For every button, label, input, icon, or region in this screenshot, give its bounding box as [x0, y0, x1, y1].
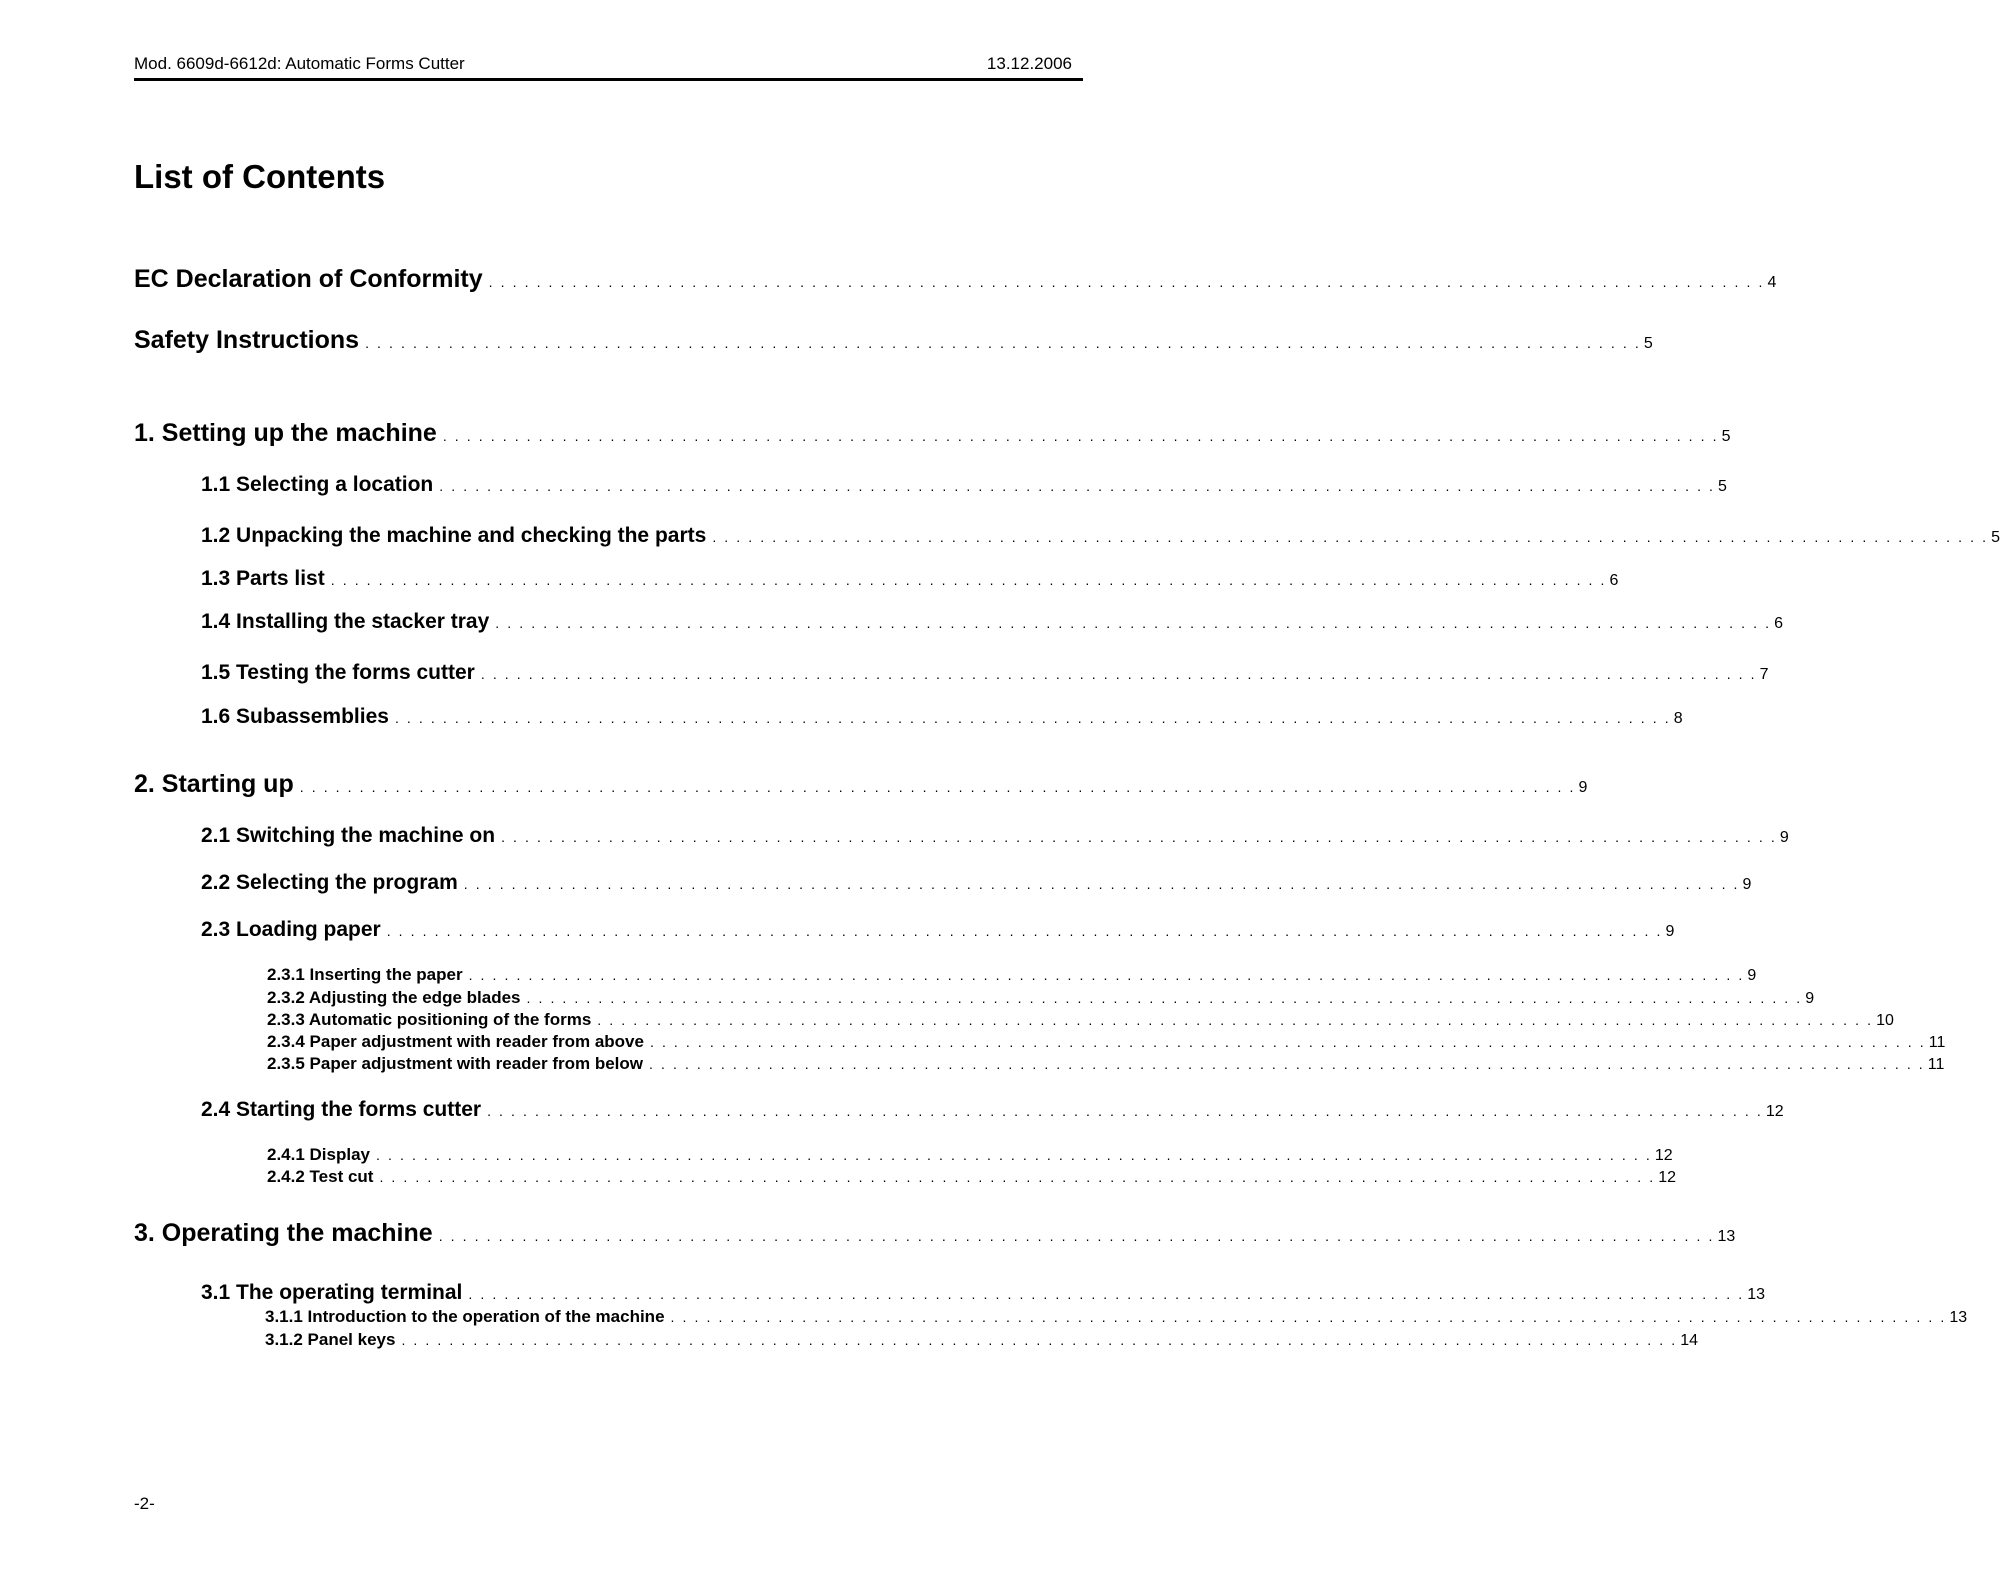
page-number: -2-: [134, 1494, 155, 1513]
toc-leader-dots: . . . . . . . . . . . . . . . . . . . . . . . . . . . . . . . . . . . . . . . . . . . . . . . . . . . . . . . . . . . . . . . . . . . . . . . . . . . . . . . . . . . . . . . . . . . . . . . . . . . . . . . . . . .: [712, 529, 1989, 545]
toc-entry-label: 2.2 Selecting the program: [201, 871, 458, 894]
toc-entry-label: 2.3.5 Paper adjustment with reader from below: [267, 1054, 643, 1073]
toc-entry-label: 3.1.1 Introduction to the operation of the machine: [265, 1307, 665, 1326]
toc-leader-dots: . . . . . . . . . . . . . . . . . . . . . . . . . . . . . . . . . . . . . . . . . . . . . . . . . . . . . . . . . . . . . . . . . . . . . . . . . . . . . . . . . . . . . . . . . . . . . . . . . . . . . . . . . . .: [480, 666, 1757, 682]
toc-leader-dots: . . . . . . . . . . . . . . . . . . . . . . . . . . . . . . . . . . . . . . . . . . . . . . . . . . . . . . . . . . . . . . . . . . . . . . . . . . . . . . . . . . . . . . . . . . . . . . . . . . . . . . . . . . .: [487, 1103, 1763, 1119]
toc-entry-page: 4: [1767, 274, 1777, 291]
toc-leader-dots: . . . . . . . . . . . . . . . . . . . . . . . . . . . . . . . . . . . . . . . . . . . . . . . . . . . . . . . . . . . . . . . . . . . . . . . . . . . . . . . . . . . . . . . . . . . . . . . . . . . . . . . . . . .: [468, 1286, 1745, 1302]
toc-entry[interactable]: [267, 1167, 1677, 1187]
toc-entry[interactable]: [267, 1054, 1945, 1074]
page-title: List of Contents: [134, 158, 386, 195]
toc-entry-label: 2.4 Starting the forms cutter: [201, 1098, 482, 1121]
toc-entry[interactable]: [134, 326, 1653, 355]
toc-leader-dots: . . . . . . . . . . . . . . . . . . . . . . . . . . . . . . . . . . . . . . . . . . . . . . . . . . . . . . . . . . . . . . . . . . . . . . . . . . . . . . . . . . . . . . . . . . . . . . . . . . . . . . . . . . .: [649, 1034, 1926, 1050]
toc-entry[interactable]: [267, 965, 1757, 985]
toc-leader-dots: . . . . . . . . . . . . . . . . . . . . . . . . . . . . . . . . . . . . . . . . . . . . . . . . . . . . . . . . . . . . . . . . . . . . . . . . . . . . . . . . . . . . . . . . . . . . . . . . . . . . . . . . . . .: [488, 274, 1765, 290]
toc-entry-page: 9: [1779, 829, 1789, 846]
toc-entry-page: 13: [1949, 1309, 1968, 1326]
toc-entry-label: 2.3.2 Adjusting the edge blades: [267, 988, 521, 1007]
toc-entry[interactable]: [201, 918, 1675, 942]
toc-entry[interactable]: [134, 1219, 1736, 1248]
toc-entry[interactable]: [134, 770, 1588, 799]
toc-leader-dots: . . . . . . . . . . . . . . . . . . . . . . . . . . . . . . . . . . . . . . . . . . . . . . . . . . . . . . . . . . . . . . . . . . . . . . . . . . . . . . . . . . . . . . . . . . . . . . . . . . . . . . . . . . .: [299, 779, 1576, 795]
toc-entry[interactable]: [267, 1010, 1894, 1030]
toc-entry-label: 1.4 Installing the stacker tray: [201, 610, 490, 633]
toc-entry-page: 7: [1759, 666, 1769, 683]
toc-entry[interactable]: [265, 1330, 1699, 1350]
toc-entry-page: 12: [1654, 1147, 1673, 1164]
toc-entry-label: 3.1 The operating terminal: [201, 1281, 463, 1304]
toc-entry-page: 5: [1718, 478, 1727, 495]
toc-leader-dots: . . . . . . . . . . . . . . . . . . . . . . . . . . . . . . . . . . . . . . . . . . . . . . . . . . . . . . . . . . . . . . . . . . . . . . . . . . . . . . . . . . . . . . . . . . . . . . . . . . . . . . . . . . .: [401, 1332, 1678, 1348]
toc-entry-label: 3.1.2 Panel keys: [265, 1330, 396, 1349]
toc-entry-page: 9: [1742, 876, 1752, 893]
header-document-title: Mod. 6609d-6612d: Automatic Forms Cutter: [134, 54, 465, 73]
toc-entry[interactable]: [267, 1145, 1673, 1165]
toc-entry-page: 13: [1747, 1286, 1765, 1303]
toc-entry-page: 9: [1665, 923, 1675, 940]
toc-entry-label: 1.6 Subassemblies: [201, 705, 389, 728]
toc-entry-page: 14: [1680, 1332, 1699, 1349]
toc-leader-dots: . . . . . . . . . . . . . . . . . . . . . . . . . . . . . . . . . . . . . . . . . . . . . . . . . . . . . . . . . . . . . . . . . . . . . . . . . . . . . . . . . . . . . . . . . . . . . . . . . . . . . . . . . . .: [670, 1309, 1947, 1325]
toc-entry[interactable]: [267, 1032, 1946, 1052]
toc-entry-label: 3. Operating the machine: [134, 1219, 433, 1247]
toc-entry-label: 2.1 Switching the machine on: [201, 824, 496, 847]
toc-entry[interactable]: [201, 1098, 1784, 1122]
toc-entry-page: 6: [1609, 572, 1619, 589]
toc-leader-dots: . . . . . . . . . . . . . . . . . . . . . . . . . . . . . . . . . . . . . . . . . . . . . . . . . . . . . . . . . . . . . . . . . . . . . . . . . . . . . . . . . . . . . . . . . . . . . . . . . . . . . . . . . . .: [597, 1012, 1874, 1028]
toc-entry[interactable]: [201, 871, 1752, 895]
toc-entry-label: 2.3.3 Automatic positioning of the forms: [267, 1010, 592, 1029]
toc-entry-page: 6: [1774, 615, 1783, 632]
toc-leader-dots: . . . . . . . . . . . . . . . . . . . . . . . . . . . . . . . . . . . . . . . . . . . . . . . . . . . . . . . . . . . . . . . . . . . . . . . . . . . . . . . . . . . . . . . . . . . . . . . . . . . . . . . . . . .: [439, 478, 1716, 494]
toc-entry-page: 11: [1927, 1056, 1945, 1073]
toc-entry-page: 13: [1717, 1228, 1736, 1245]
toc-entry-label: 1. Setting up the machine: [134, 419, 437, 447]
toc-entry-label: 1.1 Selecting a location: [201, 473, 434, 496]
toc-entry-label: Safety Instructions: [134, 326, 360, 354]
toc-leader-dots: . . . . . . . . . . . . . . . . . . . . . . . . . . . . . . . . . . . . . . . . . . . . . . . . . . . . . . . . . . . . . . . . . . . . . . . . . . . . . . . . . . . . . . . . . . . . . . . . . . . . . . . . . . .: [468, 967, 1745, 983]
toc-entry-page: 5: [1643, 335, 1653, 352]
toc-entry-page: 8: [1673, 710, 1683, 727]
toc-entry[interactable]: [201, 524, 2000, 548]
toc-entry-label: EC Declaration of Conformity: [134, 265, 483, 293]
toc-entry-page: 12: [1658, 1169, 1677, 1186]
toc-leader-dots: . . . . . . . . . . . . . . . . . . . . . . . . . . . . . . . . . . . . . . . . . . . . . . . . . . . . . . . . . . . . . . . . . . . . . . . . . . . . . . . . . . . . . . . . . . . . . . . . . . . . . . . . . . .: [649, 1056, 1925, 1072]
toc-leader-dots: . . . . . . . . . . . . . . . . . . . . . . . . . . . . . . . . . . . . . . . . . . . . . . . . . . . . . . . . . . . . . . . . . . . . . . . . . . . . . . . . . . . . . . . . . . . . . . . . . . . . . . . . . . .: [495, 615, 1772, 631]
toc-entry-page: 9: [1747, 967, 1757, 984]
toc-entry-label: 1.2 Unpacking the machine and checking the parts: [201, 524, 707, 547]
toc-entry-label: 2.3.1 Inserting the paper: [267, 965, 463, 984]
toc-leader-dots: . . . . . . . . . . . . . . . . . . . . . . . . . . . . . . . . . . . . . . . . . . . . . . . . . . . . . . . . . . . . . . . . . . . . . . . . . . . . . . . . . . . . . . . . . . . . . . . . . . . . . . . . . . .: [501, 829, 1777, 845]
toc-entry-page: 10: [1876, 1012, 1894, 1029]
toc-leader-dots: . . . . . . . . . . . . . . . . . . . . . . . . . . . . . . . . . . . . . . . . . . . . . . . . . . . . . . . . . . . . . . . . . . . . . . . . . . . . . . . . . . . . . . . . . . . . . . . . . . . . . . . . . . .: [365, 335, 1641, 351]
toc-entry[interactable]: [201, 705, 1683, 729]
toc-entry-page: 9: [1805, 990, 1815, 1007]
toc-leader-dots: . . . . . . . . . . . . . . . . . . . . . . . . . . . . . . . . . . . . . . . . . . . . . . . . . . . . . . . . . . . . . . . . . . . . . . . . . . . . . . . . . . . . . . . . . . . . . . . . . . . . . . . . . . .: [442, 428, 1719, 444]
toc-leader-dots: . . . . . . . . . . . . . . . . . . . . . . . . . . . . . . . . . . . . . . . . . . . . . . . . . . . . . . . . . . . . . . . . . . . . . . . . . . . . . . . . . . . . . . . . . . . . . . . . . . . . . . . . . . .: [330, 572, 1607, 588]
toc-entry-page: 5: [1721, 428, 1731, 445]
toc-entry-page: 9: [1578, 779, 1588, 796]
toc-entry[interactable]: [265, 1307, 1968, 1327]
toc-entry[interactable]: [134, 419, 1731, 448]
toc-entry[interactable]: [267, 988, 1815, 1008]
toc-entry-page: 12: [1765, 1103, 1784, 1120]
toc-entry-label: 2.3.4 Paper adjustment with reader from above: [267, 1032, 644, 1051]
header-date: 13.12.2006: [986, 54, 1072, 73]
toc-entry-label: 2.4.1 Display: [267, 1145, 371, 1164]
toc-entry[interactable]: [201, 661, 1769, 685]
toc-entry-label: 1.5 Testing the forms cutter: [201, 661, 475, 684]
toc-entry-label: 2.4.2 Test cut: [267, 1167, 374, 1186]
toc-entry-label: 2.3 Loading paper: [201, 918, 381, 941]
toc-entry[interactable]: [201, 824, 1789, 848]
toc-leader-dots: . . . . . . . . . . . . . . . . . . . . . . . . . . . . . . . . . . . . . . . . . . . . . . . . . . . . . . . . . . . . . . . . . . . . . . . . . . . . . . . . . . . . . . . . . . . . . . . . . . . . . . . . . . .: [379, 1169, 1656, 1185]
toc-entry[interactable]: [201, 610, 1783, 634]
toc-entry[interactable]: [201, 1281, 1765, 1305]
toc-leader-dots: . . . . . . . . . . . . . . . . . . . . . . . . . . . . . . . . . . . . . . . . . . . . . . . . . . . . . . . . . . . . . . . . . . . . . . . . . . . . . . . . . . . . . . . . . . . . . . . . . . . . . . . . . . .: [438, 1228, 1715, 1244]
toc-entry-label: 2. Starting up: [134, 770, 294, 798]
toc-leader-dots: . . . . . . . . . . . . . . . . . . . . . . . . . . . . . . . . . . . . . . . . . . . . . . . . . . . . . . . . . . . . . . . . . . . . . . . . . . . . . . . . . . . . . . . . . . . . . . . . . . . . . . . . . . .: [526, 990, 1803, 1006]
toc-entry[interactable]: [134, 265, 1777, 294]
toc-entry[interactable]: [201, 567, 1619, 591]
toc-leader-dots: . . . . . . . . . . . . . . . . . . . . . . . . . . . . . . . . . . . . . . . . . . . . . . . . . . . . . . . . . . . . . . . . . . . . . . . . . . . . . . . . . . . . . . . . . . . . . . . . . . . . . . . . . . .: [394, 710, 1671, 726]
toc-entry-page: 11: [1928, 1034, 1946, 1051]
toc-leader-dots: . . . . . . . . . . . . . . . . . . . . . . . . . . . . . . . . . . . . . . . . . . . . . . . . . . . . . . . . . . . . . . . . . . . . . . . . . . . . . . . . . . . . . . . . . . . . . . . . . . . . . . . . . . .: [376, 1147, 1652, 1163]
toc-entry-label: 1.3 Parts list: [201, 567, 325, 590]
toc-entry[interactable]: [201, 473, 1727, 497]
toc-leader-dots: . . . . . . . . . . . . . . . . . . . . . . . . . . . . . . . . . . . . . . . . . . . . . . . . . . . . . . . . . . . . . . . . . . . . . . . . . . . . . . . . . . . . . . . . . . . . . . . . . . . . . . . . . . .: [386, 923, 1663, 939]
toc-entry-page: 5: [1991, 529, 2000, 546]
toc-leader-dots: . . . . . . . . . . . . . . . . . . . . . . . . . . . . . . . . . . . . . . . . . . . . . . . . . . . . . . . . . . . . . . . . . . . . . . . . . . . . . . . . . . . . . . . . . . . . . . . . . . . . . . . . . . .: [463, 876, 1740, 892]
